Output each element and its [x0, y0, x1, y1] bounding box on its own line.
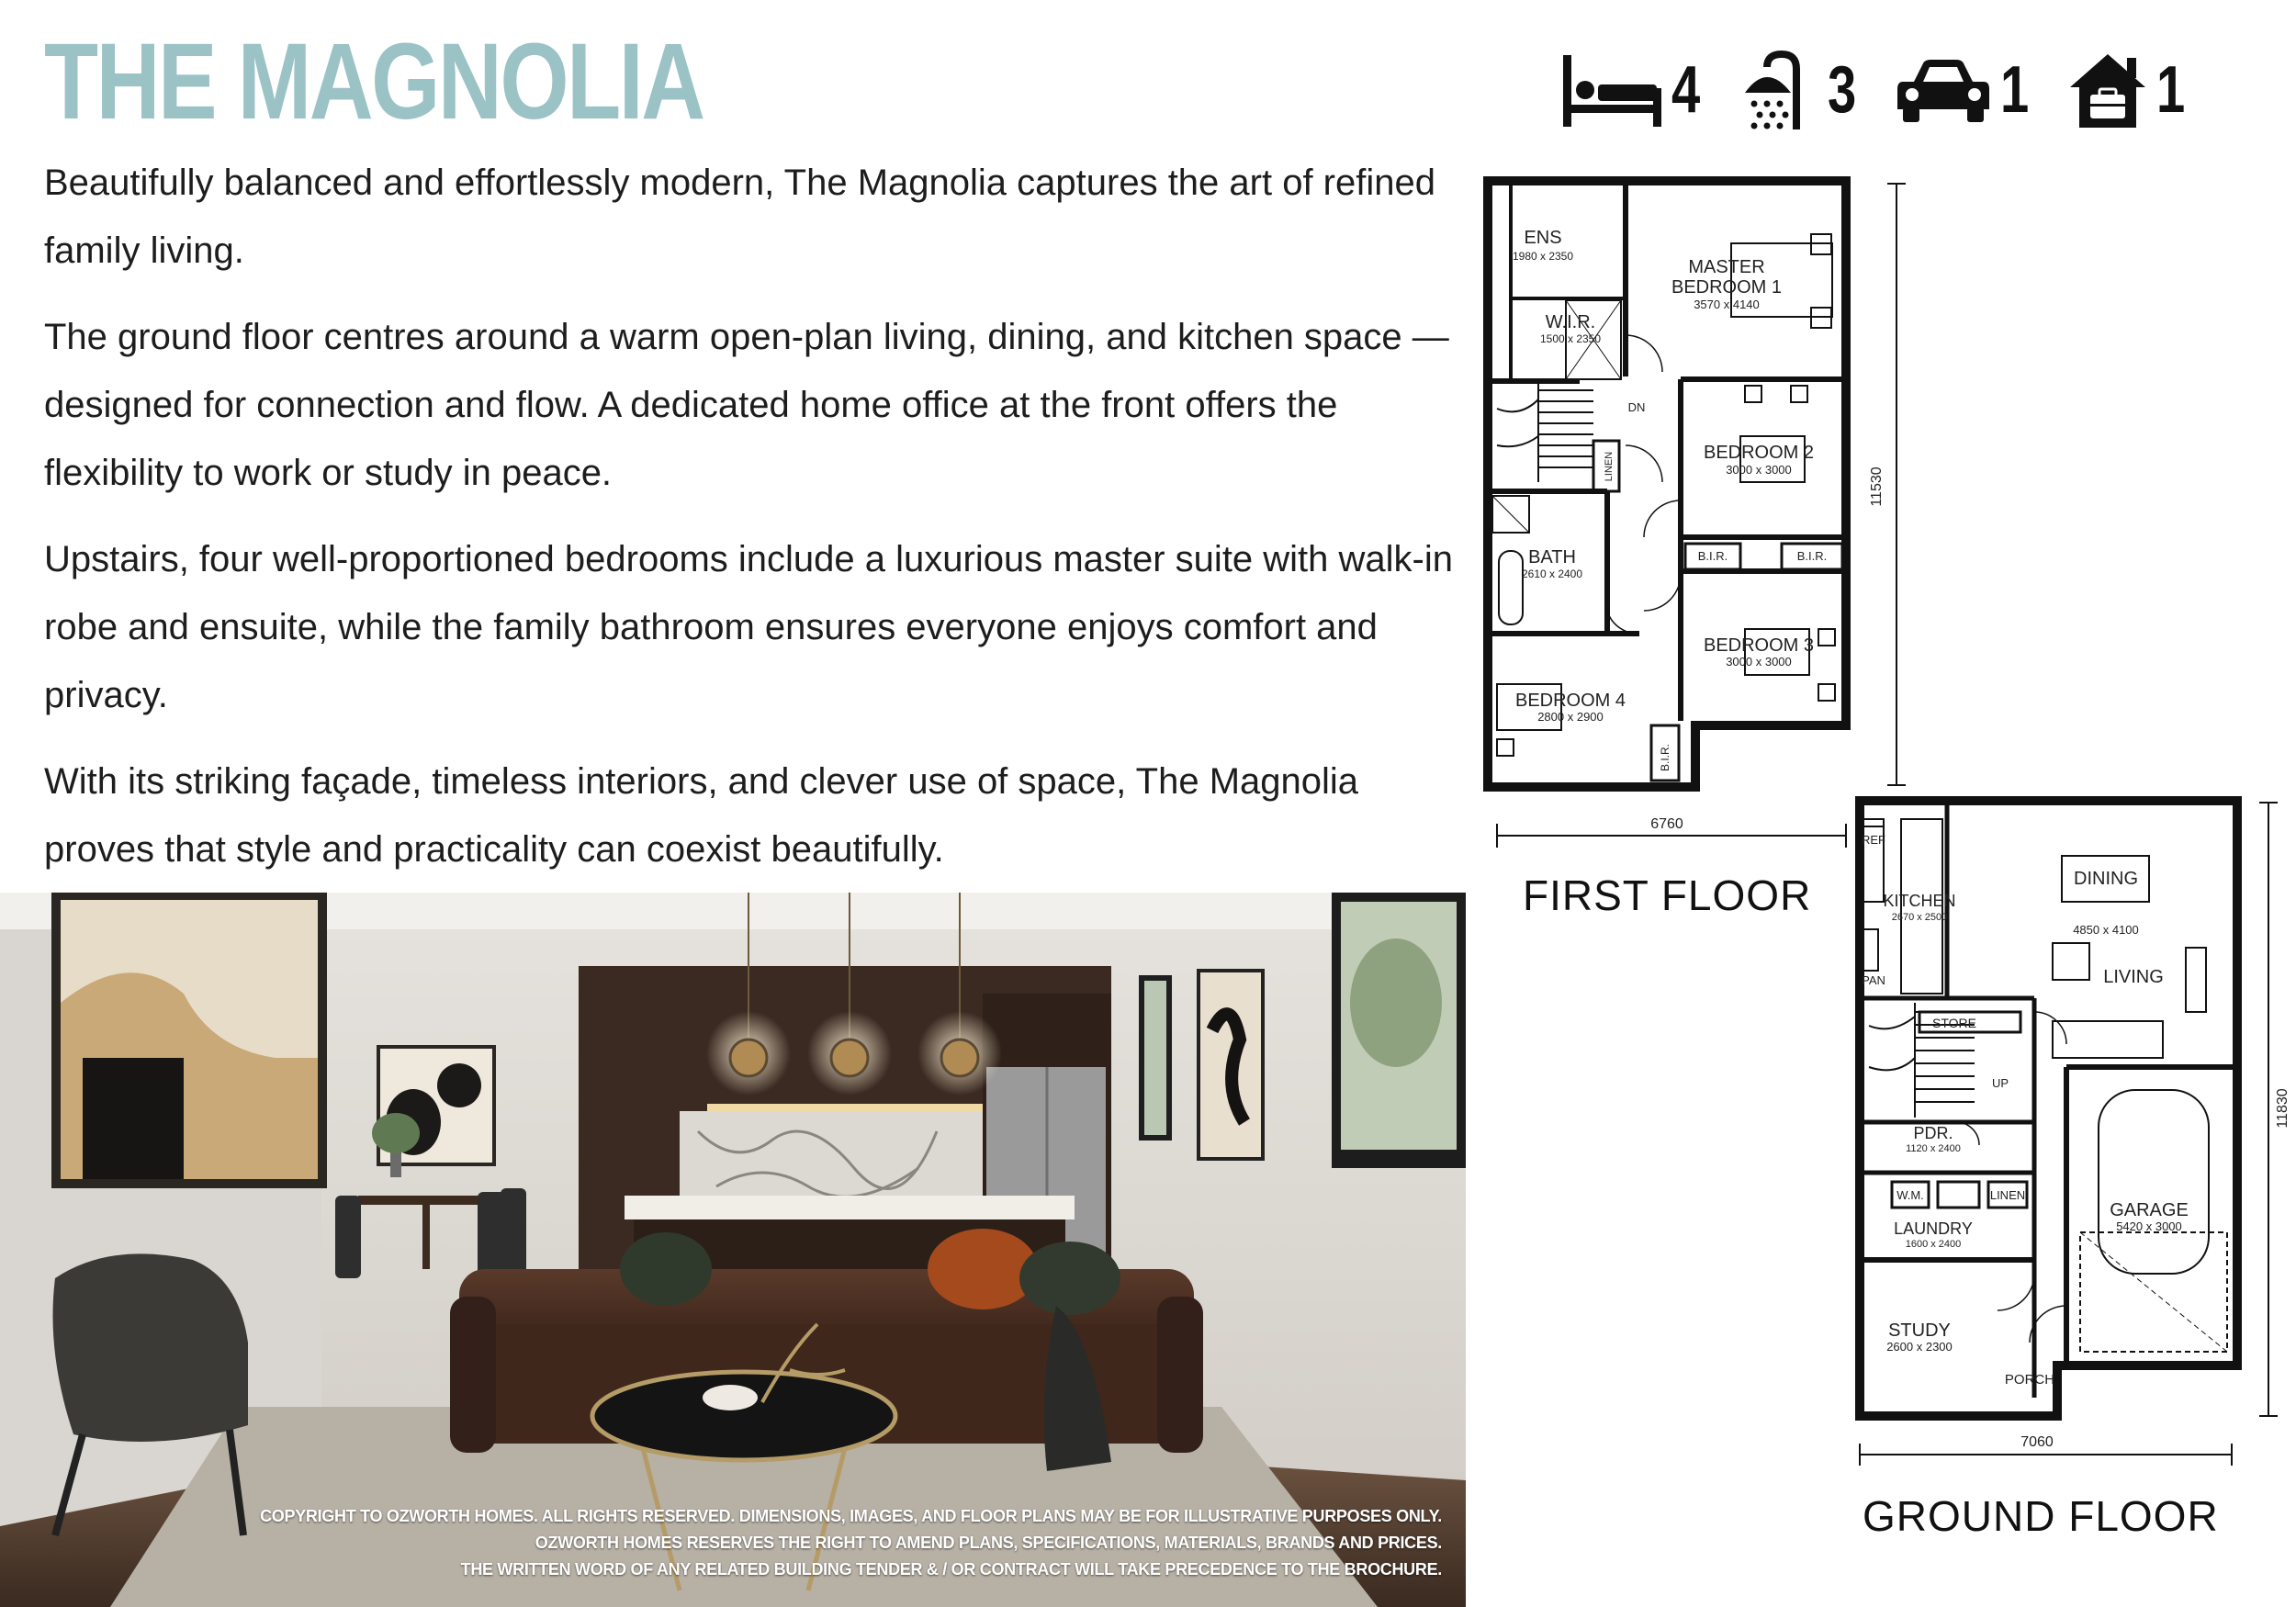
room-wir-dim: 1500 x 2350: [1539, 332, 1602, 345]
description-paragraph: The ground floor centres around a warm open-plan living, dining, and kitchen space — designed for connection and flow. A dedicated home office at the front offers the flexibility to work or study in peace.: [44, 317, 1449, 493]
description: [44, 149, 1477, 902]
car-icon: [1896, 56, 1991, 124]
room-dining: DINING: [2074, 869, 2138, 889]
room-laundry: LAUNDRY: [1894, 1219, 1973, 1238]
first-floor-label: FIRST FLOOR: [1523, 871, 1812, 919]
ground-floor-label: GROUND FLOOR: [1863, 1492, 2219, 1540]
label-bir: B.I.R.: [1659, 743, 1671, 772]
room-master-dim: 3570 x 4140: [1694, 298, 1760, 311]
interior-render-image: [0, 893, 1466, 1607]
disclaimer-line: THE WRITTEN WORD OF ANY RELATED BUILDING TENDER & / OR CONTRACT WILL TAKE PRECEDENCE TO THE BROCHURE.: [460, 1560, 1442, 1579]
garage-count: 1: [2000, 53, 2030, 127]
dim-width: 6760: [1650, 816, 1683, 832]
room-ens-dim: 1980 x 2350: [1512, 250, 1574, 263]
study-spec: [2068, 51, 2193, 129]
dim-depth: 11830: [2275, 1088, 2290, 1129]
spec-bar: [1561, 44, 2224, 136]
room-ens: ENS: [1524, 228, 1562, 248]
room-bedroom-4-dim: 2800 x 2900: [1537, 710, 1604, 724]
label-linen: LINEN: [1604, 451, 1615, 482]
dim-width: 7060: [2020, 1434, 2054, 1450]
description-paragraph: Upstairs, four well-proportioned bedrooms include a luxurious master suite with walk-in robe and ensuite, while the family bathroom ensures everyone enjoys comfort and privacy.: [44, 539, 1454, 715]
label-dn: DN: [1627, 400, 1646, 414]
bathrooms-spec: [1739, 49, 1864, 131]
copyright-disclaimer: [260, 1503, 1442, 1583]
room-master-2: BEDROOM 1: [1671, 277, 1783, 298]
garage-spec: [1896, 52, 2037, 128]
first-floor-plan: [1479, 170, 1919, 849]
label-porch: PORCH: [2004, 1372, 2055, 1388]
living-room-illustration: [0, 893, 1466, 1607]
room-pdr-dim: 1120 x 2400: [1906, 1143, 1961, 1154]
room-living-dim: 4850 x 4100: [2073, 923, 2139, 937]
label-bir: B.I.R.: [1697, 549, 1728, 563]
room-study: STUDY: [1888, 1320, 1951, 1341]
label-ref: REF: [1862, 833, 1885, 847]
room-bedroom-4: BEDROOM 4: [1514, 691, 1626, 711]
room-bedroom-2-dim: 3000 x 3000: [1726, 463, 1792, 477]
description-paragraph: Beautifully balanced and effortlessly modern, The Magnolia captures the art of refined family living.: [44, 163, 1435, 271]
room-living: LIVING: [2103, 967, 2164, 987]
disclaimer-line: OZWORTH HOMES RESERVES THE RIGHT TO AMEND PLANS, SPECIFICATIONS, MATERIALS, BRANDS AND PRICES.: [535, 1534, 1442, 1552]
room-master: MASTER: [1688, 257, 1765, 277]
room-bath-dim: 2610 x 2400: [1521, 568, 1583, 580]
label-wm: W.M.: [1896, 1188, 1924, 1202]
description-paragraph: With its striking façade, timeless interiors, and clever use of space, The Magnolia proves that style and practicality can coexist beautifully.: [44, 761, 1359, 870]
ground-floor-plan: [1846, 792, 2296, 1489]
room-garage: GARAGE: [2110, 1200, 2189, 1220]
room-pdr: PDR.: [1913, 1124, 1953, 1142]
room-bedroom-3: BEDROOM 3: [1703, 635, 1815, 656]
label-up: UP: [1991, 1076, 2009, 1090]
shower-icon: [1739, 49, 1818, 131]
room-kitchen: KITCHEN: [1883, 892, 1956, 910]
bathrooms-count: 3: [1828, 53, 1857, 127]
bedrooms-spec: [1561, 51, 1708, 129]
label-linen: LINEN: [1989, 1188, 2026, 1202]
bed-icon: [1561, 51, 1662, 129]
bedrooms-count: 4: [1671, 53, 1701, 127]
room-laundry-dim: 1600 x 2400: [1905, 1239, 1962, 1250]
room-kitchen-dim: 2670 x 2500: [1891, 912, 1948, 923]
study-count: 1: [2156, 53, 2186, 127]
label-store: STORE: [1932, 1016, 1976, 1030]
room-study-dim: 2600 x 2300: [1886, 1340, 1953, 1354]
room-bedroom-3-dim: 3000 x 3000: [1726, 655, 1792, 669]
room-bedroom-2: BEDROOM 2: [1703, 443, 1815, 463]
disclaimer-line: COPYRIGHT TO OZWORTH HOMES. ALL RIGHTS RESERVED. DIMENSIONS, IMAGES, AND FLOOR PLANS MAY BE FOR ILLUSTRATIVE PURPOSES ONLY.: [260, 1507, 1442, 1525]
home-office-icon: [2068, 51, 2147, 129]
label-pan: PAN: [1862, 973, 1885, 987]
dim-depth: 11530: [1869, 466, 1885, 507]
room-wir: W.I.R.: [1545, 312, 1596, 332]
room-bath: BATH: [1528, 547, 1576, 568]
label-bir: B.I.R.: [1796, 549, 1828, 563]
room-garage-dim: 5420 x 3000: [2116, 1219, 2182, 1233]
page-title: THE MAGNOLIA: [44, 21, 703, 142]
